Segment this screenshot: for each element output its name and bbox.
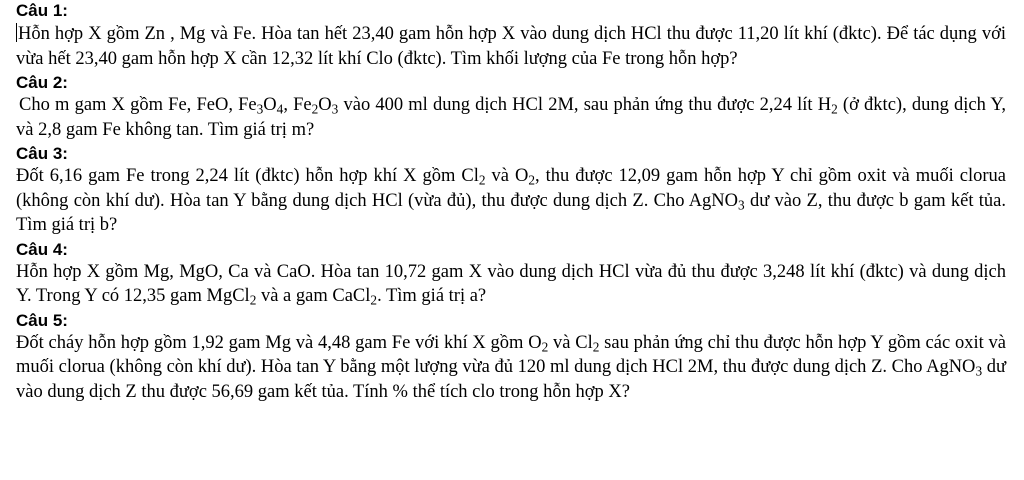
subscript: 2 [592,338,600,354]
subscript: 2 [370,292,378,308]
subscript: 2 [478,172,486,188]
text-run: O [318,95,332,115]
text-run: O [263,95,277,115]
question-1-text[interactable] [16,22,1006,71]
question-3 [16,143,1006,238]
subscript: 3 [975,363,983,379]
text-run: và O [485,166,529,186]
text-run: Hỗn hợp X gồm Mg, MgO, Ca và CaO. Hòa tan 10,72 gam X vào dung dịch HCl vừa đủ thu được 3,248 lít khí (đktc) và dung dịch Y. Trong Y có 12,35 gam MgCl [16,261,1006,306]
text-run: dư vào Z, thu được b gam kết tủa. Tìm giá trị b? [16,190,1007,235]
text-run: Cho m gam X gồm Fe, FeO, Fe [19,95,257,115]
question-2-text[interactable] [16,93,1006,142]
subscript: 3 [331,101,339,117]
question-5-text[interactable] [16,331,1006,405]
question-5-heading: Câu 5: [16,310,68,330]
text-run: , thu được 12,09 gam hỗn hợp Y chỉ gồm oxit và muối clorua (không còn khí dư). Hòa tan Y bằng dung dịch HCl (vừa đủ), thu được dung dịch Z. Cho AgNO [16,166,1006,211]
subscript: 2 [528,172,536,188]
subscript: 2 [249,292,257,308]
question-3-heading: Câu 3: [16,144,68,163]
text-run: , Fe [283,95,312,115]
question-1-content [16,24,1006,69]
text-run: Hỗn hợp X gồm Zn , Mg và Fe. Hòa tan hết 23,40 gam hỗn hợp X vào dung dịch HCl thu được 11,20 lít khí (đktc). Để tác dụng với vừa hết 23,40 gam hỗn hợp X cần 12,32 lít khí Clo (đktc). Tìm khối lượng của Fe trong hỗn hợp? [16,24,1006,69]
text-run: vào 400 ml dung dịch HCl 2M, sau phản ứng thu được 2,24 lít H [338,95,832,115]
subscript: 3 [738,196,745,212]
question-1-heading: Câu 1: [16,1,68,20]
text-run: Đốt 6,16 gam Fe trong 2,24 lít (đktc) hỗn hợp khí X gồm Cl [16,166,479,186]
subscript: 4 [276,101,284,117]
question-3-text[interactable] [16,164,1006,238]
text-run: (ở đktc), dung dịch Y, và 2,8 gam Fe không tan. Tìm giá trị m? [16,95,1006,140]
text-cursor [16,23,17,42]
question-5 [16,310,1006,405]
question-2-heading: Câu 2: [16,73,68,92]
question-4 [16,239,1006,309]
text-run: . Tìm giá trị a? [377,286,487,306]
text-run: sau phản ứng chỉ thu được hỗn hợp Y gồm các oxit và muối clorua (không còn khí dư). Hòa tan Y bằng một lượng vừa đủ 120 ml dung dịch HCl 2M, thu được dung dịch Z. Cho AgNO [16,332,1006,377]
document-page [16,0,1006,405]
subscript: 2 [311,101,319,117]
subscript: 2 [541,338,549,354]
question-4-text[interactable] [16,260,1006,309]
question-4-heading: Câu 4: [16,239,68,259]
question-2 [16,72,1006,142]
text-run: dư vào dung dịch Z thu được 56,69 gam kết tủa. Tính % thể tích clo trong hỗn hợp X? [16,357,1007,402]
subscript: 2 [831,101,838,117]
text-run: và a gam CaCl [256,286,371,306]
text-run: Đốt cháy hỗn hợp gồm 1,92 gam Mg và 4,48 gam Fe với khí X gồm O [16,332,542,353]
question-1 [16,0,1006,71]
text-run: và Cl [548,332,593,353]
subscript: 3 [256,101,264,117]
